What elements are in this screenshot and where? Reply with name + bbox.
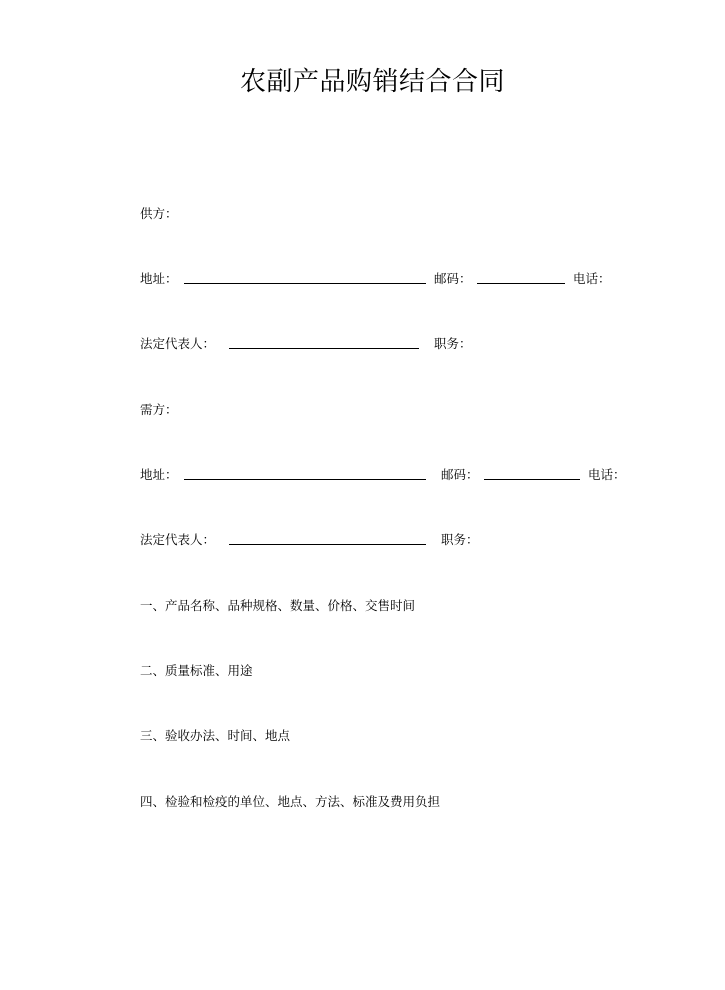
supplier-rep-field[interactable] xyxy=(229,348,419,349)
supplier-address-label: 地址： xyxy=(140,271,178,286)
supplier-address-row xyxy=(140,269,640,289)
buyer-rep-field[interactable] xyxy=(229,544,426,545)
buyer-address-row xyxy=(140,465,650,485)
supplier-rep-row xyxy=(140,334,540,354)
page-title: 农副产品购销结合合同 xyxy=(239,67,505,97)
buyer-postcode-label: 邮码： xyxy=(441,467,479,482)
buyer-position-label: 职务： xyxy=(441,532,479,547)
supplier-postcode-label: 邮码： xyxy=(434,271,472,286)
buyer-label: 需方： xyxy=(140,402,178,417)
buyer-phone-label: 电话： xyxy=(588,467,626,482)
section-heading-1: 一、产品名称、品种规格、数量、价格、交售时间 xyxy=(140,598,416,613)
supplier-position-label: 职务： xyxy=(434,336,472,351)
buyer-postcode-field[interactable] xyxy=(484,479,580,480)
supplier-address-field[interactable] xyxy=(184,283,426,284)
buyer-rep-row xyxy=(140,530,540,550)
supplier-postcode-field[interactable] xyxy=(477,283,565,284)
section-heading-4: 四、检验和检疫的单位、地点、方法、标准及费用负担 xyxy=(140,794,441,809)
supplier-phone-label: 电话： xyxy=(573,271,611,286)
buyer-address-label: 地址： xyxy=(140,467,178,482)
buyer-address-field[interactable] xyxy=(184,479,426,480)
section-heading-2: 二、质量标准、用途 xyxy=(140,663,253,678)
section-heading-3: 三、验收办法、时间、地点 xyxy=(140,728,291,743)
supplier-label: 供方： xyxy=(140,206,178,221)
buyer-rep-label: 法定代表人： xyxy=(140,532,216,547)
supplier-rep-label: 法定代表人： xyxy=(140,336,216,351)
